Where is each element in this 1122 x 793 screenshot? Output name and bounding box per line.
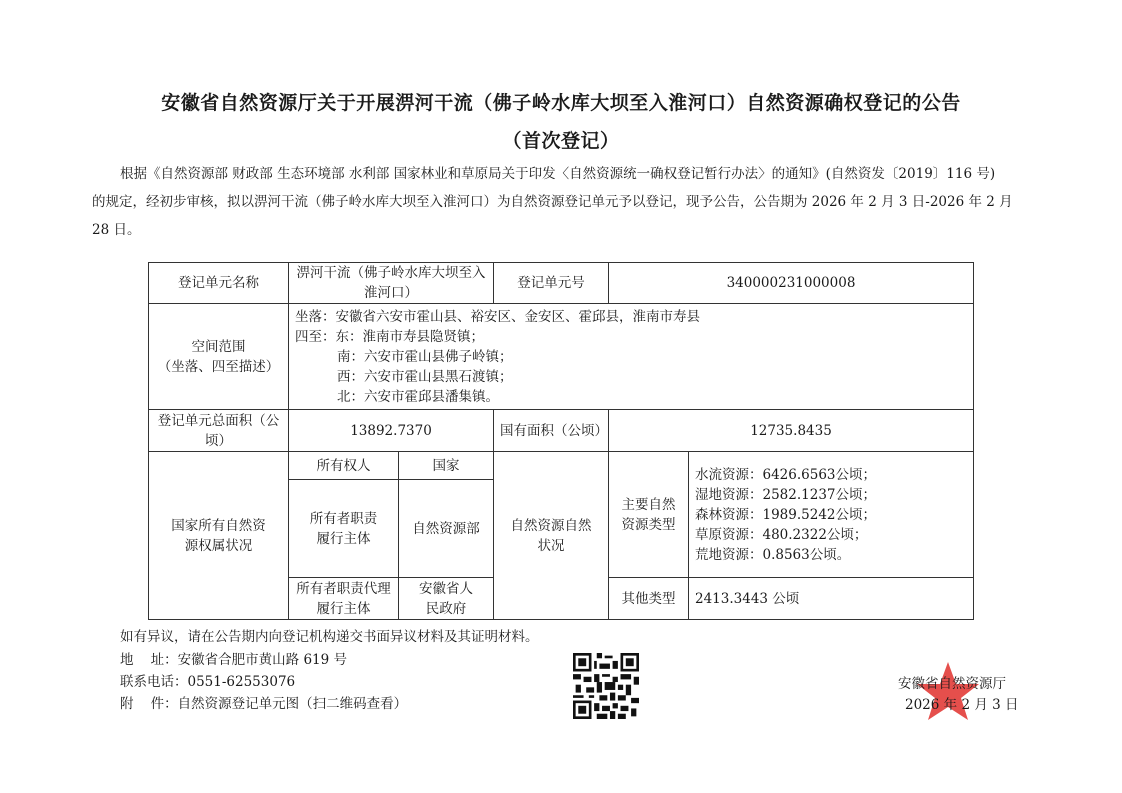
intro-line-3: 28 日。 — [92, 222, 141, 238]
space-label-line-2: （坐落、四至描述） — [157, 358, 280, 375]
space-label-line-1: 空间范围 — [191, 338, 246, 355]
other-type-label: 其他类型 — [609, 578, 689, 620]
space-range-label — [149, 304, 289, 410]
main-type-label: 主要自然资源类型 — [609, 452, 689, 578]
duty-subject-label: 所有者职责履行主体 — [289, 480, 399, 578]
boundary-north: 北：六安市霍邱县潘集镇。 — [337, 388, 499, 405]
issue-date: 2026 年 2 月 3 日 — [905, 697, 1019, 713]
page-title: 安徽省自然资源厅关于开展淠河干流（佛子岭水库大坝至入淮河口）自然资源确权登记的公告 — [161, 92, 961, 114]
qr-code-icon[interactable] — [573, 653, 639, 719]
state-area-value: 12735.8435 — [609, 410, 974, 452]
boundary-east: 四至：东：淮南市寿县隐贤镇； — [295, 328, 484, 345]
total-area-value: 13892.7370 — [289, 410, 494, 452]
owner-value: 国家 — [399, 452, 494, 480]
ownership-label: 国家所有自然资源权属状况 — [149, 452, 289, 620]
owner-label: 所有权人 — [289, 452, 399, 480]
boundary-south: 南：六安市霍山县佛子岭镇； — [337, 348, 513, 365]
intro-paragraph — [92, 160, 1032, 244]
resource-water: 水流资源：6426.6563公顷； — [695, 466, 877, 483]
official-seal-icon — [903, 652, 993, 732]
registration-table — [148, 262, 974, 620]
state-area-label: 国有面积（公顷） — [494, 410, 609, 452]
agent-subject-label: 所有者职责代理履行主体 — [289, 578, 399, 620]
unit-no-label: 登记单元号 — [494, 263, 609, 304]
duty-subject-value: 自然资源部 — [399, 480, 494, 578]
unit-name-value: 淠河干流（佛子岭水库大坝至入淮河口） — [289, 263, 494, 304]
phone-line: 联系电话：0551-62553076 — [120, 674, 296, 690]
resource-forest: 森林资源：1989.5242公顷； — [695, 506, 877, 523]
main-resources-list — [689, 452, 974, 578]
total-area-label: 登记单元总面积（公顷） — [149, 410, 289, 452]
unit-no-value: 340000231000008 — [609, 263, 974, 304]
intro-line-1: 根据《自然资源部 财政部 生态环境部 水利部 国家林业和草原局关于印发〈自然资源统一确权登记暂行办法〉的通知》(自然资发〔2019〕116 号) — [120, 166, 996, 182]
intro-line-2: 的规定，经初步审核，拟以淠河干流（佛子岭水库大坝至入淮河口）为自然资源登记单元予以登记，现予公告，公告期为 2026 年 2 月 3 日-2026 年 2 月 — [92, 194, 1013, 210]
resource-wetland: 湿地资源：2582.1237公顷； — [695, 486, 877, 503]
boundary-west: 西：六安市霍山县黑石渡镇； — [337, 368, 513, 385]
space-range-value — [289, 304, 974, 410]
agent-subject-value: 安徽省人民政府 — [399, 578, 494, 620]
natural-status-label: 自然资源自然状况 — [494, 452, 609, 620]
other-type-value: 2413.3443 公顷 — [689, 578, 974, 620]
location-text: 坐落：安徽省六安市霍山县、裕安区、金安区、霍邱县，淮南市寿县 — [295, 308, 700, 325]
resource-grassland: 草原资源：480.2322公顷； — [695, 526, 868, 543]
issuer-name: 安徽省自然资源厅 — [898, 676, 1006, 692]
attachment-line: 附 件：自然资源登记单元图（扫二维码查看） — [120, 696, 408, 712]
unit-name-label: 登记单元名称 — [149, 263, 289, 304]
page-subtitle: （首次登记） — [502, 130, 620, 152]
objection-note: 如有异议，请在公告期内向登记机构递交书面异议材料及其证明材料。 — [120, 629, 539, 645]
resource-wasteland: 荒地资源：0.8563公顷。 — [695, 546, 851, 563]
address-line: 地 址：安徽省合肥市黄山路 619 号 — [120, 652, 348, 668]
